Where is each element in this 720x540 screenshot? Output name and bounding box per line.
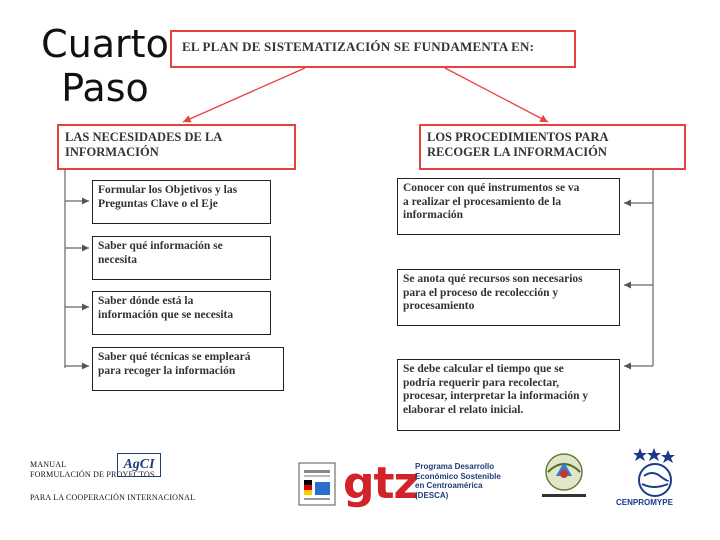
left-item-box xyxy=(92,236,271,280)
right-item-box xyxy=(397,178,620,235)
right-item-box xyxy=(397,359,620,431)
left-item-line: para recoger la información xyxy=(98,364,236,377)
root-to-right-arrow xyxy=(445,68,548,122)
right-heading-line1: LOS PROCEDIMIENTOS PARA xyxy=(427,130,609,144)
right-item-line: para el proceso de recolección y xyxy=(403,286,559,299)
coat-of-arms-logo xyxy=(534,448,594,506)
left-item-line: Preguntas Clave o el Eje xyxy=(98,197,218,210)
left-item-line: necesita xyxy=(98,253,137,266)
right-item-line: Conocer con qué instrumentos se va xyxy=(403,182,580,194)
manual-line1: MANUAL xyxy=(30,460,67,469)
desca-line: Económico Sostenible xyxy=(415,471,501,481)
left-item-line: información que se necesita xyxy=(98,308,234,321)
right-item-box xyxy=(397,269,620,326)
left-heading-line2: INFORMACIÓN xyxy=(65,145,159,159)
right-item-line: Se debe calcular el tiempo que se xyxy=(403,363,564,375)
left-item-box xyxy=(92,180,271,224)
cooperation-label: PARA LA COOPERACIÓN INTERNACIONAL xyxy=(30,493,196,502)
desca-program-text xyxy=(415,462,501,500)
left-item-line: Saber dónde está la xyxy=(98,295,194,307)
left-item-line: Saber qué información se xyxy=(98,240,223,252)
right-item-line: Se anota qué recursos son necesarios xyxy=(403,273,583,285)
right-item-line: procesar, interpretar la información y xyxy=(403,390,589,402)
left-heading-line1: LAS NECESIDADES DE LA xyxy=(65,130,223,144)
root-to-left-arrow xyxy=(183,68,305,122)
left-heading-box xyxy=(57,124,296,170)
gtz-logo: gtz xyxy=(343,458,419,509)
desca-line: Programa Desarrollo xyxy=(415,462,495,471)
right-item-line: podría requerir para recolectar, xyxy=(403,376,560,389)
desca-line: (DESCA) xyxy=(415,490,449,500)
left-item-box xyxy=(92,291,271,335)
root-box: EL PLAN DE SISTEMATIZACIÓN SE FUNDAMENTA EN: xyxy=(170,30,576,68)
left-item-line: Saber qué técnicas se empleará xyxy=(98,351,251,363)
right-item-line: información xyxy=(403,209,464,221)
left-item-line: Formular los Objetivos y las xyxy=(98,184,238,196)
slide-title-line2: Paso xyxy=(61,66,149,110)
right-item-line: elaborar el relato inicial. xyxy=(403,403,524,416)
cenpromype-logo xyxy=(620,446,690,498)
left-item-box xyxy=(92,347,284,391)
right-item-line: a realizar el procesamiento de la xyxy=(403,195,562,208)
cenpromype-label: CENPROMYPE xyxy=(616,498,673,507)
slide-title-line1: Cuarto xyxy=(41,22,169,66)
right-heading-line2: RECOGER LA INFORMACIÓN xyxy=(427,145,607,159)
desca-line: en Centroamérica xyxy=(415,481,483,490)
agci-logo: AgCI xyxy=(117,453,161,477)
ministry-emblem-logo xyxy=(298,462,336,506)
right-item-line: procesamiento xyxy=(403,300,475,312)
manual-line2: FORMULACIÓN DE PROYECTOS xyxy=(30,470,155,479)
right-heading-box xyxy=(419,124,686,170)
